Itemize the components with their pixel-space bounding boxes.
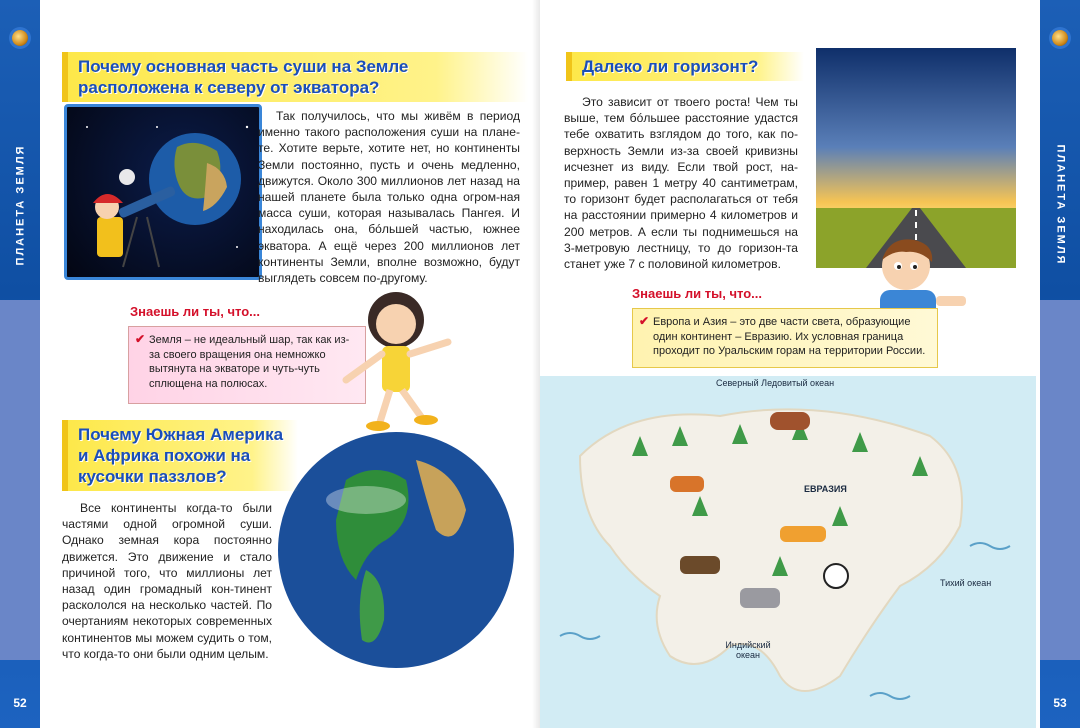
- map-label-indian: Индийский океан: [725, 640, 771, 660]
- bullet-dot-icon: [12, 30, 28, 46]
- checkmark-icon: ✔: [135, 332, 146, 346]
- map-label-pacific: Тихий океан: [940, 578, 992, 588]
- telescope-girl-illustration: [64, 104, 262, 280]
- did-you-know-title: Знаешь ли ты, что...: [632, 286, 762, 301]
- sidebar-lower-panel: [1040, 300, 1080, 660]
- right-page: [540, 0, 1080, 728]
- did-you-know-title: Знаешь ли ты, что...: [130, 304, 260, 319]
- puzzle-text: Все континенты когда-то были частями одной огромной суши. Однако земная кора постоянно движется. Это движение и стало причиной того, что миллионы лет назад один громадный кон-тинент раскололся на несколько частей. По очертаниям некоторых современных континентов мы можем судить о том, что когда-то они были одним целым.: [62, 501, 272, 661]
- eurasia-animal-map: [540, 376, 1036, 728]
- question-heading-horizon: [566, 52, 804, 81]
- bullet-dot-icon: [1052, 30, 1068, 46]
- horizon-text: Это зависит от твоего роста! Чем ты выше, тем бóльшее расстояние удастся тебе охватить взглядом до того, как по-верхность Земли из-за своей кривизны исчезнет из виду. Если твой рост, на-пример, равен 1 метру 40 сантиметрам, то горизонт будет располагаться от тебя на расстоянии примерно 4 километров и 200 метров. А если ты поднимешься на 3-метровую лестницу, то до горизон-та станет уже 7 с половиной километров.: [564, 95, 798, 272]
- left-sidebar: [0, 0, 40, 728]
- map-label-eurasia: ЕВРАЗИЯ: [804, 484, 847, 494]
- sidebar-section-label: ПЛАНЕТА ЗЕМЛЯ: [14, 144, 26, 266]
- girl-on-globe-illustration: [266, 280, 526, 690]
- right-sidebar: [1040, 0, 1080, 728]
- heading-text: Далеко ли горизонт?: [582, 57, 759, 76]
- sidebar-lower-panel: [0, 300, 40, 660]
- page-number-left: 52: [13, 696, 27, 710]
- question-heading-puzzle: [62, 420, 298, 491]
- heading-text: Почему Южная Америка и Африка похожи на кусочки паззлов?: [78, 425, 284, 486]
- page-number-right: 53: [1053, 696, 1067, 710]
- north-land-text: Так получилось, что мы живём в период именно такого расположения суши на плане-те. Хотите верьте, хотите нет, но континенты Земли постоянно, пусть и очень медленно, движутся. Около 300 миллионов лет назад на нашей планете была только одна огром-ная масса суши, которая называлась Пангея. И находилась она, бóльшей частью, южнее экватора. А ещё через 200 миллионов лет континенты Земли, вполне возможно, будут выглядеть совсем по-другому.: [258, 109, 520, 286]
- did-you-know-box: [632, 308, 938, 368]
- checkmark-icon: ✔: [639, 314, 650, 328]
- sidebar-section-label: ПЛАНЕТА ЗЕМЛЯ: [1054, 144, 1066, 266]
- did-you-know-text: Земля – не идеальный шар, так как из-за своего вращения она немножко вытянута на экваторе и чуть-чуть сплющена на полюсах.: [149, 334, 350, 390]
- question-heading-north-land: [62, 52, 528, 102]
- map-label-arctic: Северный Ледовитый океан: [716, 378, 835, 388]
- did-you-know-text: Европа и Азия – это две части света, образующие один континент – Евразию. Их условная граница проходит по Уральским горам на территории России.: [653, 316, 926, 357]
- heading-text: Почему основная часть суши на Земле расположена к северу от экватора?: [78, 57, 409, 97]
